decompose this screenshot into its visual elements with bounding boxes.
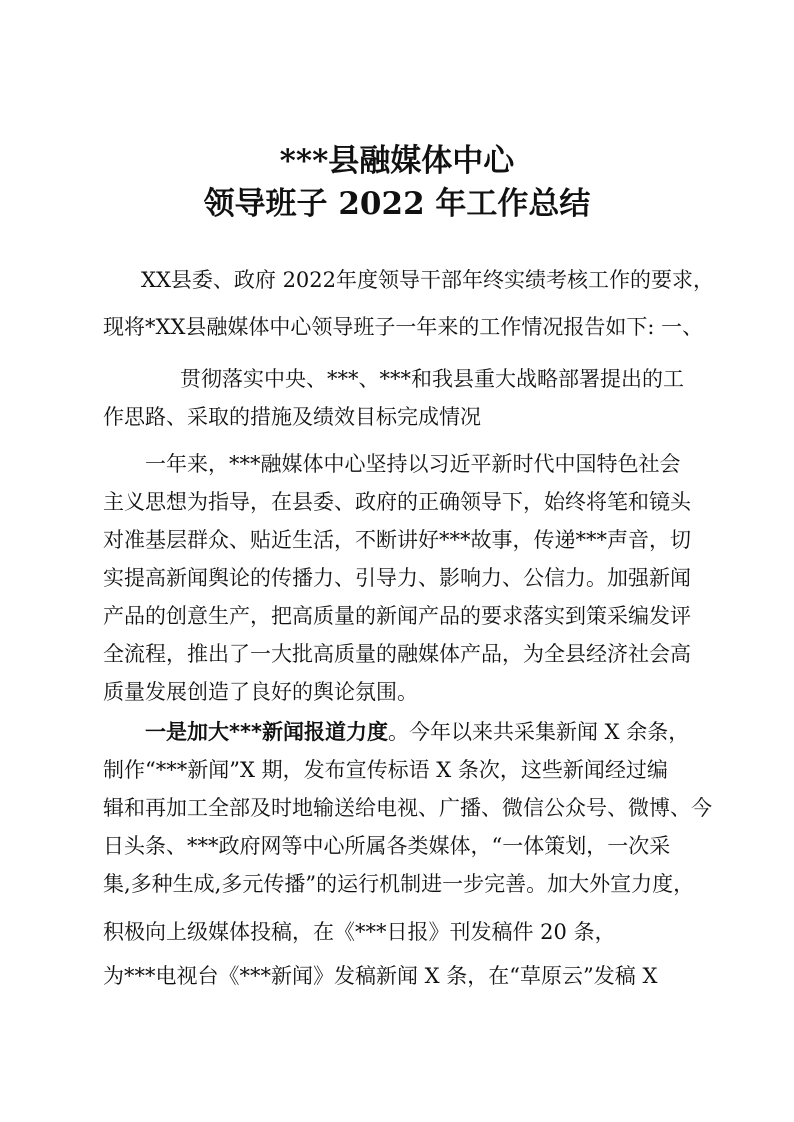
paragraph1-line-5: 产品的创意生产，把高质量的新闻产品的要求落实到策采编发评: [103, 604, 691, 628]
paragraph2-line-7: 为***电视台《***新闻》发稿新闻 X 条，在“草原云”发稿 X: [103, 964, 658, 988]
intro-line-2: 现将*XX县融媒体中心领导班子一年来的工作情况报告如下: 一、: [103, 315, 704, 339]
document-title-line-2: 领导班子 2022 年工作总结: [203, 186, 591, 222]
paragraph1-line-7: 质量发展创造了良好的舆论氛围。: [103, 680, 418, 704]
paragraph1-line-1: 一年来，***融媒体中心坚持以习近平新时代中国特色社会: [145, 452, 681, 476]
paragraph2-line-1: [145, 717, 689, 747]
intro-line-1: XX县委、政府 2022年度领导干部年终实绩考核工作的要求，: [141, 268, 715, 292]
paragraph2-line-2: 制作“***新闻”X 期，发布宣传标语 X 条次，这些新闻经过编: [103, 758, 668, 782]
paragraph1-line-6: 全流程，推出了一大批高质量的融媒体产品，为全县经济社会高: [103, 642, 691, 666]
paragraph2-lead-heading: 一是加大***新闻报道力度: [145, 720, 388, 744]
document-title-line-1: ***县融媒体中心: [279, 143, 515, 179]
paragraph2-line-5: 集,多种生成,多元传播”的运行机制进一步完善。加大外宣力度，: [103, 872, 695, 896]
paragraph2-line-4: 日头条、***政府网等中心所属各类媒体，“一体策划，一次采: [103, 834, 671, 858]
paragraph1-line-2: 主义思想为指导，在县委、政府的正确领导下，始终将笔和镜头: [103, 490, 691, 514]
paragraph2-line-1-rest: 。今年以来共采集新闻 X 余条，: [387, 720, 690, 744]
section-heading-line-2: 作思路、采取的措施及绩效目标完成情况: [103, 405, 481, 429]
paragraph2-line-3: 辑和再加工全部及时地输送给电视、广播、微信公众号、微博、今: [103, 796, 712, 820]
paragraph2-line-6: 积极向上级媒体投稿，在《***日报》刊发稿件 20 条，: [103, 920, 616, 944]
paragraph1-line-3: 对准基层群众、贴近生活，不断讲好***故事，传递***声音，切: [103, 528, 691, 552]
paragraph1-line-4: 实提高新闻舆论的传播力、引导力、影响力、公信力。加强新闻: [103, 566, 691, 590]
section-heading-line-1: 贯彻落实中央、***、***和我县重大战略部署提出的工: [180, 367, 684, 391]
